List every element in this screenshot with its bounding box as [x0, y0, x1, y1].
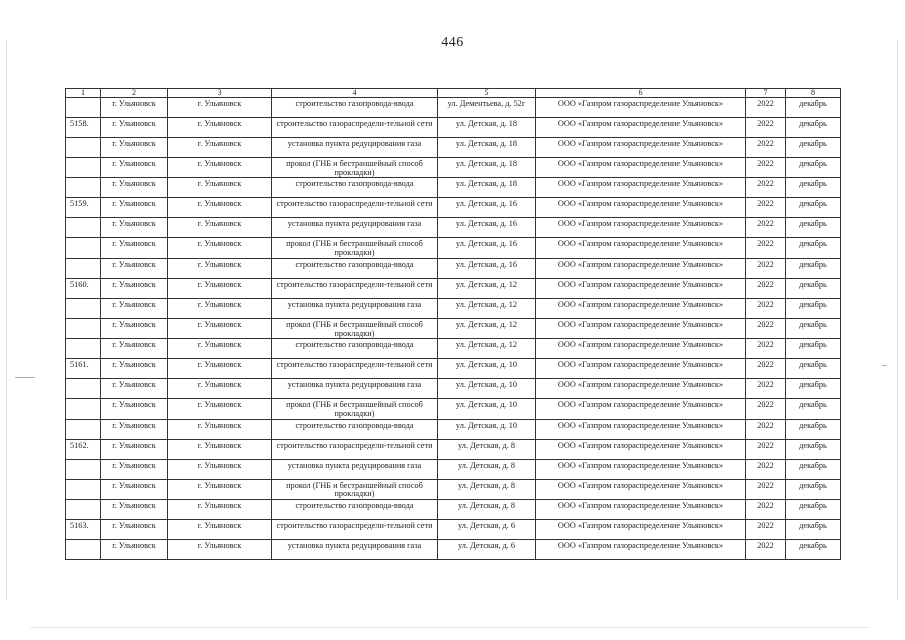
month-cell: декабрь — [786, 118, 841, 138]
year-cell: 2022 — [746, 359, 786, 379]
work-type-cell: строительство газопровода-ввода — [272, 339, 438, 359]
year-cell: 2022 — [746, 339, 786, 359]
header-cell: 2 — [101, 89, 168, 98]
margin-tick-left — [15, 377, 35, 378]
district-cell: г. Ульяновск — [168, 318, 272, 338]
header-cell: 3 — [168, 89, 272, 98]
year-cell: 2022 — [746, 118, 786, 138]
address-cell: ул. Детская, д. 10 — [438, 399, 536, 419]
year-cell: 2022 — [746, 198, 786, 218]
table-row — [66, 98, 841, 118]
row-number-cell — [66, 479, 101, 499]
work-type-cell: прокол (ГНБ и бестраншейный способ прокладки) — [272, 318, 438, 338]
city-cell: г. Ульяновск — [101, 198, 168, 218]
work-type-cell: установка пункта редуцирования газа — [272, 298, 438, 318]
district-cell: г. Ульяновск — [168, 540, 272, 560]
city-cell: г. Ульяновск — [101, 439, 168, 459]
month-cell: декабрь — [786, 500, 841, 520]
year-cell: 2022 — [746, 399, 786, 419]
city-cell: г. Ульяновск — [101, 298, 168, 318]
table-body — [66, 89, 841, 560]
organization-cell: ООО «Газпром газораспределение Ульяновск» — [536, 439, 746, 459]
address-cell: ул. Детская, д. 12 — [438, 339, 536, 359]
table-row — [66, 359, 841, 379]
address-cell: ул. Дементьева, д. 52г — [438, 98, 536, 118]
work-type-cell: прокол (ГНБ и бестраншейный способ прокладки) — [272, 399, 438, 419]
work-type-cell: строительство газораспредели-тельной сети — [272, 359, 438, 379]
table-row — [66, 258, 841, 278]
month-cell: декабрь — [786, 479, 841, 499]
table-row — [66, 238, 841, 258]
year-cell: 2022 — [746, 500, 786, 520]
row-number-cell — [66, 419, 101, 439]
row-number-cell — [66, 540, 101, 560]
year-cell: 2022 — [746, 419, 786, 439]
district-cell: г. Ульяновск — [168, 198, 272, 218]
row-number-cell: 5162. — [66, 439, 101, 459]
district-cell: г. Ульяновск — [168, 419, 272, 439]
address-cell: ул. Детская, д. 10 — [438, 379, 536, 399]
district-cell: г. Ульяновск — [168, 158, 272, 178]
address-cell: ул. Детская, д. 18 — [438, 178, 536, 198]
organization-cell: ООО «Газпром газораспределение Ульяновск» — [536, 500, 746, 520]
month-cell: декабрь — [786, 138, 841, 158]
table-row — [66, 459, 841, 479]
address-cell: ул. Детская, д. 18 — [438, 118, 536, 138]
work-type-cell: прокол (ГНБ и бестраншейный способ прокладки) — [272, 158, 438, 178]
district-cell: г. Ульяновск — [168, 118, 272, 138]
table-row — [66, 399, 841, 419]
year-cell: 2022 — [746, 439, 786, 459]
organization-cell: ООО «Газпром газораспределение Ульяновск» — [536, 238, 746, 258]
organization-cell: ООО «Газпром газораспределение Ульяновск» — [536, 520, 746, 540]
city-cell: г. Ульяновск — [101, 238, 168, 258]
address-cell: ул. Детская, д. 16 — [438, 258, 536, 278]
row-number-cell — [66, 98, 101, 118]
month-cell: декабрь — [786, 298, 841, 318]
table-row — [66, 278, 841, 298]
table-row — [66, 339, 841, 359]
table-row — [66, 419, 841, 439]
year-cell: 2022 — [746, 520, 786, 540]
city-cell: г. Ульяновск — [101, 318, 168, 338]
district-cell: г. Ульяновск — [168, 258, 272, 278]
organization-cell: ООО «Газпром газораспределение Ульяновск» — [536, 339, 746, 359]
district-cell: г. Ульяновск — [168, 520, 272, 540]
organization-cell: ООО «Газпром газораспределение Ульяновск» — [536, 98, 746, 118]
row-number-cell — [66, 138, 101, 158]
month-cell: декабрь — [786, 278, 841, 298]
month-cell: декабрь — [786, 198, 841, 218]
city-cell: г. Ульяновск — [101, 520, 168, 540]
address-cell: ул. Детская, д. 12 — [438, 278, 536, 298]
district-cell: г. Ульяновск — [168, 459, 272, 479]
row-number-cell — [66, 318, 101, 338]
month-cell: декабрь — [786, 419, 841, 439]
work-type-cell: установка пункта редуцирования газа — [272, 540, 438, 560]
address-cell: ул. Детская, д. 8 — [438, 479, 536, 499]
city-cell: г. Ульяновск — [101, 359, 168, 379]
address-cell: ул. Детская, д. 16 — [438, 218, 536, 238]
header-row — [66, 89, 841, 98]
table-row — [66, 520, 841, 540]
district-cell: г. Ульяновск — [168, 218, 272, 238]
header-cell: 5 — [438, 89, 536, 98]
district-cell: г. Ульяновск — [168, 298, 272, 318]
year-cell: 2022 — [746, 158, 786, 178]
organization-cell: ООО «Газпром газораспределение Ульяновск» — [536, 298, 746, 318]
organization-cell: ООО «Газпром газораспределение Ульяновск» — [536, 399, 746, 419]
table-row — [66, 540, 841, 560]
work-type-cell: прокол (ГНБ и бестраншейный способ прокладки) — [272, 479, 438, 499]
table-row — [66, 158, 841, 178]
work-type-cell: строительство газораспредели-тельной сети — [272, 439, 438, 459]
district-cell: г. Ульяновск — [168, 238, 272, 258]
address-cell: ул. Детская, д. 16 — [438, 198, 536, 218]
work-type-cell: установка пункта редуцирования газа — [272, 379, 438, 399]
scan-edge-right — [897, 40, 898, 600]
header-cell: 6 — [536, 89, 746, 98]
month-cell: декабрь — [786, 318, 841, 338]
work-type-cell: строительство газопровода-ввода — [272, 98, 438, 118]
year-cell: 2022 — [746, 218, 786, 238]
district-cell: г. Ульяновск — [168, 339, 272, 359]
month-cell: декабрь — [786, 258, 841, 278]
row-number-cell — [66, 178, 101, 198]
table-row — [66, 298, 841, 318]
month-cell: декабрь — [786, 540, 841, 560]
row-number-cell — [66, 218, 101, 238]
scan-edge-left — [6, 40, 7, 600]
city-cell: г. Ульяновск — [101, 98, 168, 118]
year-cell: 2022 — [746, 318, 786, 338]
address-cell: ул. Детская, д. 18 — [438, 158, 536, 178]
year-cell: 2022 — [746, 98, 786, 118]
row-number-cell: 5160. — [66, 278, 101, 298]
table-row — [66, 218, 841, 238]
table-row — [66, 318, 841, 338]
organization-cell: ООО «Газпром газораспределение Ульяновск» — [536, 318, 746, 338]
address-cell: ул. Детская, д. 10 — [438, 359, 536, 379]
work-type-cell: установка пункта редуцирования газа — [272, 218, 438, 238]
row-number-cell: 5161. — [66, 359, 101, 379]
month-cell: декабрь — [786, 178, 841, 198]
header-cell: 1 — [66, 89, 101, 98]
organization-cell: ООО «Газпром газораспределение Ульяновск» — [536, 158, 746, 178]
year-cell: 2022 — [746, 298, 786, 318]
address-cell: ул. Детская, д. 18 — [438, 138, 536, 158]
address-cell: ул. Детская, д. 6 — [438, 520, 536, 540]
row-number-cell — [66, 339, 101, 359]
city-cell: г. Ульяновск — [101, 339, 168, 359]
organization-cell: ООО «Газпром газораспределение Ульяновск» — [536, 479, 746, 499]
table-row — [66, 500, 841, 520]
district-cell: г. Ульяновск — [168, 479, 272, 499]
organization-cell: ООО «Газпром газораспределение Ульяновск» — [536, 540, 746, 560]
year-cell: 2022 — [746, 459, 786, 479]
work-type-cell: строительство газопровода-ввода — [272, 258, 438, 278]
city-cell: г. Ульяновск — [101, 118, 168, 138]
organization-cell: ООО «Газпром газораспределение Ульяновск» — [536, 379, 746, 399]
table-row — [66, 138, 841, 158]
work-type-cell: строительство газораспредели-тельной сети — [272, 520, 438, 540]
scan-bottom-edge — [30, 627, 870, 628]
month-cell: декабрь — [786, 459, 841, 479]
organization-cell: ООО «Газпром газораспределение Ульяновск» — [536, 138, 746, 158]
organization-cell: ООО «Газпром газораспределение Ульяновск» — [536, 178, 746, 198]
table-row — [66, 118, 841, 138]
city-cell: г. Ульяновск — [101, 540, 168, 560]
row-number-cell: 5159. — [66, 198, 101, 218]
organization-cell: ООО «Газпром газораспределение Ульяновск» — [536, 359, 746, 379]
row-number-cell — [66, 238, 101, 258]
year-cell: 2022 — [746, 278, 786, 298]
row-number-cell — [66, 298, 101, 318]
month-cell: декабрь — [786, 218, 841, 238]
district-cell: г. Ульяновск — [168, 500, 272, 520]
table-row — [66, 439, 841, 459]
address-cell: ул. Детская, д. 16 — [438, 238, 536, 258]
month-cell: декабрь — [786, 339, 841, 359]
table-row — [66, 479, 841, 499]
page-number: 446 — [441, 35, 464, 50]
city-cell: г. Ульяновск — [101, 158, 168, 178]
row-number-cell — [66, 158, 101, 178]
address-cell: ул. Детская, д. 8 — [438, 500, 536, 520]
address-cell: ул. Детская, д. 8 — [438, 439, 536, 459]
work-type-cell: строительство газораспредели-тельной сети — [272, 198, 438, 218]
district-cell: г. Ульяновск — [168, 178, 272, 198]
month-cell: декабрь — [786, 359, 841, 379]
work-type-cell: установка пункта редуцирования газа — [272, 138, 438, 158]
work-type-cell: прокол (ГНБ и бестраншейный способ прокладки) — [272, 238, 438, 258]
header-cell: 4 — [272, 89, 438, 98]
table-row — [66, 178, 841, 198]
year-cell: 2022 — [746, 540, 786, 560]
city-cell: г. Ульяновск — [101, 399, 168, 419]
address-cell: ул. Детская, д. 12 — [438, 318, 536, 338]
district-cell: г. Ульяновск — [168, 359, 272, 379]
month-cell: декабрь — [786, 379, 841, 399]
city-cell: г. Ульяновск — [101, 278, 168, 298]
city-cell: г. Ульяновск — [101, 479, 168, 499]
row-number-cell — [66, 379, 101, 399]
header-cell: 8 — [786, 89, 841, 98]
district-cell: г. Ульяновск — [168, 98, 272, 118]
city-cell: г. Ульяновск — [101, 459, 168, 479]
month-cell: декабрь — [786, 238, 841, 258]
district-cell: г. Ульяновск — [168, 399, 272, 419]
work-type-cell: строительство газораспредели-тельной сети — [272, 118, 438, 138]
work-type-cell: строительство газопровода-ввода — [272, 419, 438, 439]
year-cell: 2022 — [746, 379, 786, 399]
gas-works-table — [65, 88, 841, 560]
city-cell: г. Ульяновск — [101, 138, 168, 158]
row-number-cell: 5158. — [66, 118, 101, 138]
month-cell: декабрь — [786, 98, 841, 118]
work-type-cell: установка пункта редуцирования газа — [272, 459, 438, 479]
district-cell: г. Ульяновск — [168, 379, 272, 399]
table-row — [66, 198, 841, 218]
year-cell: 2022 — [746, 138, 786, 158]
organization-cell: ООО «Газпром газораспределение Ульяновск» — [536, 218, 746, 238]
organization-cell: ООО «Газпром газораспределение Ульяновск» — [536, 118, 746, 138]
row-number-cell — [66, 258, 101, 278]
month-cell: декабрь — [786, 439, 841, 459]
organization-cell: ООО «Газпром газораспределение Ульяновск» — [536, 459, 746, 479]
organization-cell: ООО «Газпром газораспределение Ульяновск» — [536, 198, 746, 218]
row-number-cell — [66, 459, 101, 479]
city-cell: г. Ульяновск — [101, 419, 168, 439]
year-cell: 2022 — [746, 258, 786, 278]
month-cell: декабрь — [786, 399, 841, 419]
header-cell: 7 — [746, 89, 786, 98]
city-cell: г. Ульяновск — [101, 258, 168, 278]
work-type-cell: строительство газопровода-ввода — [272, 500, 438, 520]
district-cell: г. Ульяновск — [168, 439, 272, 459]
district-cell: г. Ульяновск — [168, 278, 272, 298]
city-cell: г. Ульяновск — [101, 178, 168, 198]
organization-cell: ООО «Газпром газораспределение Ульяновск» — [536, 419, 746, 439]
row-number-cell — [66, 399, 101, 419]
city-cell: г. Ульяновск — [101, 379, 168, 399]
month-cell: декабрь — [786, 158, 841, 178]
address-cell: ул. Детская, д. 8 — [438, 459, 536, 479]
organization-cell: ООО «Газпром газораспределение Ульяновск» — [536, 258, 746, 278]
address-cell: ул. Детская, д. 12 — [438, 298, 536, 318]
work-type-cell: строительство газораспредели-тельной сети — [272, 278, 438, 298]
margin-tick-right — [882, 365, 887, 366]
work-type-cell: строительство газопровода-ввода — [272, 178, 438, 198]
month-cell: декабрь — [786, 520, 841, 540]
year-cell: 2022 — [746, 238, 786, 258]
row-number-cell — [66, 500, 101, 520]
city-cell: г. Ульяновск — [101, 218, 168, 238]
year-cell: 2022 — [746, 479, 786, 499]
table-row — [66, 379, 841, 399]
address-cell: ул. Детская, д. 10 — [438, 419, 536, 439]
address-cell: ул. Детская, д. 6 — [438, 540, 536, 560]
organization-cell: ООО «Газпром газораспределение Ульяновск» — [536, 278, 746, 298]
city-cell: г. Ульяновск — [101, 500, 168, 520]
row-number-cell: 5163. — [66, 520, 101, 540]
district-cell: г. Ульяновск — [168, 138, 272, 158]
year-cell: 2022 — [746, 178, 786, 198]
